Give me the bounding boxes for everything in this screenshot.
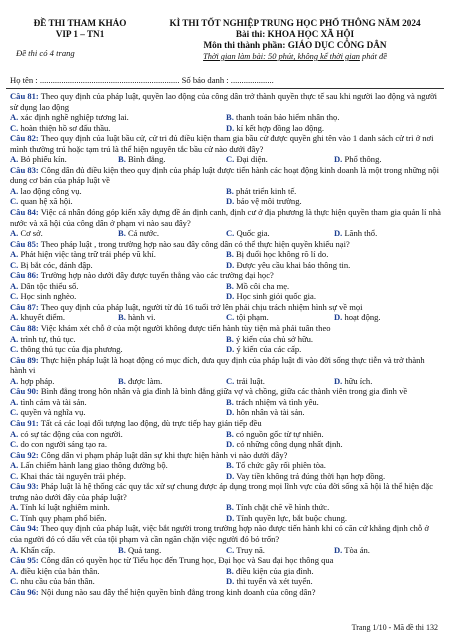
option-key: A. (10, 312, 19, 323)
answer-option (10, 186, 226, 197)
question-text: Theo quy định của pháp luật, việc bắt người trong trường hợp nào được tiến hành khi có căn cứ khẳng định chỗ ở của người đó có dấu vết của tội phạm và cần ngăn chặn việc người đó bỏ trốn? (10, 523, 429, 544)
question-text: Bình đẳng trong hôn nhân và gia đình là bình đẳng giữa vợ và chồng, giữa các thành viên trong gia đình về (38, 386, 408, 397)
option-text: Bình đẳng. (125, 154, 166, 165)
question-text: Nội dung nào sau đây thể hiện quyền bình đẳng trong kinh doanh của công dân? (38, 586, 316, 597)
option-text: điều kiện của gia đình. (233, 565, 314, 576)
question-list (10, 91, 442, 597)
option-text: Tính kỉ luật nghiêm minh. (18, 502, 110, 513)
question-item (10, 91, 442, 133)
options-row (10, 186, 442, 197)
option-text: quyền và nghĩa vụ. (18, 407, 86, 418)
option-key: B. (226, 565, 234, 576)
question-stem (10, 386, 442, 397)
question-item (10, 323, 442, 355)
option-key: C. (10, 576, 19, 587)
question-item (10, 450, 442, 482)
option-text: xác định nghề nghiệp tương lai. (18, 112, 129, 123)
option-key: B. (118, 312, 126, 323)
question-text: Theo quy định của pháp luật, quyền lao động của công dân trở thành quyền thực tế sau khi người lao động và người sử dụng lao động (10, 91, 438, 112)
answer-option (10, 429, 226, 440)
question-number: Câu 85: (10, 238, 39, 249)
answer-option (10, 344, 226, 355)
option-text: trình tự, thủ tục. (18, 333, 76, 344)
option-key: B. (118, 375, 126, 386)
option-key: C. (226, 154, 235, 165)
option-text: Học sinh nghèo. (18, 291, 77, 302)
question-item (10, 418, 442, 450)
option-key: A. (10, 428, 19, 439)
question-number: Câu 82: (10, 133, 39, 144)
question-text: Pháp luật là hệ thống các quy tắc xử sự chung được áp dụng trong mọi lĩnh vực của đời sống xã hội là thể hiện đặc trưng nào dưới đây của pháp luật? (10, 481, 434, 502)
question-stem (10, 323, 442, 334)
option-text: ý kiến của chủ sở hữu. (233, 333, 314, 344)
answer-option (226, 397, 442, 408)
option-key: D. (226, 439, 235, 450)
question-stem (10, 418, 442, 429)
question-number: Câu 94: (10, 523, 39, 534)
question-stem (10, 239, 442, 250)
option-key: A. (10, 333, 19, 344)
option-key: D. (226, 259, 235, 270)
answer-option (226, 281, 442, 292)
question-text: Trường hợp nào dưới đây được tuyển thẳng vào các trường đại học? (38, 270, 274, 281)
question-item (10, 133, 442, 165)
header-right (150, 18, 440, 62)
option-text: Khai thác tài nguyên trái phép. (18, 470, 126, 481)
options-row (10, 196, 442, 207)
answer-option (226, 186, 442, 197)
question-text: Theo pháp luật , trong trường hợp nào sau đây công dân có thể thực hiện quyền khiếu nại? (38, 238, 350, 249)
question-stem (10, 133, 442, 154)
answer-option (226, 429, 442, 440)
question-item (10, 270, 442, 302)
option-key: C. (10, 344, 19, 355)
option-key: C. (10, 291, 19, 302)
option-key: C. (226, 375, 235, 386)
option-key: A. (10, 228, 19, 239)
question-number: Câu 95: (10, 555, 39, 566)
option-key: B. (118, 544, 126, 555)
answer-option (334, 312, 442, 323)
option-text: Được yêu cầu khai báo thông tin. (234, 259, 351, 270)
options-row (10, 249, 442, 260)
answer-option (118, 545, 226, 556)
question-text: Việc khám xét chỗ ở của một người không được tiến hành tùy tiện mà phải tuân theo (38, 323, 331, 334)
question-item (10, 239, 442, 271)
option-text: Cả nước. (125, 228, 159, 239)
answer-option (10, 281, 226, 292)
option-key: B. (226, 460, 234, 471)
options-row (10, 545, 442, 556)
answer-option (226, 334, 442, 345)
answer-option (10, 154, 118, 165)
answer-option (10, 123, 226, 134)
options-row (10, 123, 442, 134)
option-key: D. (334, 228, 343, 239)
question-item (10, 165, 442, 207)
answer-option (334, 154, 442, 165)
question-number: Câu 84: (10, 207, 39, 218)
options-row (10, 260, 442, 271)
option-text: tình cảm và tài sản. (18, 396, 87, 407)
option-text: hành vi. (125, 312, 156, 323)
option-text: có những công dụng nhất định. (234, 439, 343, 450)
option-text: tội phạm. (234, 312, 269, 323)
question-item (10, 523, 442, 555)
option-key: D. (226, 344, 235, 355)
answer-option (334, 545, 442, 556)
answer-option (10, 112, 226, 123)
option-key: B. (226, 112, 234, 123)
answer-option (10, 471, 226, 482)
answer-option (226, 566, 442, 577)
question-stem (10, 523, 442, 544)
option-text: hôn nhân và tài sản. (234, 407, 305, 418)
option-key: D. (334, 544, 343, 555)
answer-option (10, 228, 118, 239)
option-key: C. (10, 470, 19, 481)
answer-option (10, 460, 226, 471)
option-text: thanh toán bảo hiểm nhân thọ. (233, 112, 340, 123)
option-key: D. (226, 512, 235, 523)
question-item (10, 481, 442, 523)
answer-option (118, 376, 226, 387)
exam-title: KÌ THI TỐT NGHIỆP TRUNG HỌC PHỔ THÔNG NĂM 2024 (169, 18, 421, 28)
option-text: quan hệ xã hội. (18, 196, 73, 207)
answer-option (226, 576, 442, 587)
answer-option (226, 154, 334, 165)
option-text: Tính quyền lực, bắt buộc chung. (234, 512, 348, 523)
options-row (10, 228, 442, 239)
answer-option (118, 312, 226, 323)
page-footer: Trang 1/10 - Mã đề thi 132 (351, 623, 438, 632)
option-text: thông thủ tục của địa phương. (18, 344, 123, 355)
options-row (10, 407, 442, 418)
option-text: Lãnh thổ. (342, 228, 378, 239)
option-text: có sự tác động của con người. (18, 428, 123, 439)
question-stem (10, 270, 442, 281)
option-text: điều kiện của bản thân. (18, 565, 100, 576)
answer-option (226, 460, 442, 471)
answer-option (10, 513, 226, 524)
option-key: A. (10, 249, 19, 260)
answer-option (118, 228, 226, 239)
option-key: D. (226, 576, 235, 587)
question-item (10, 355, 442, 387)
option-key: A. (10, 375, 19, 386)
option-text: Dân tộc thiểu số. (18, 280, 79, 291)
option-key: D. (334, 312, 343, 323)
answer-option (226, 249, 442, 260)
options-row (10, 291, 442, 302)
question-stem (10, 207, 442, 228)
answer-option (10, 291, 226, 302)
option-key: C. (226, 312, 235, 323)
time-limit: Thời gian làm bài: 50 phút, không kể thời gian phát đề (203, 52, 387, 61)
answer-option (226, 471, 442, 482)
option-key: A. (10, 280, 19, 291)
option-key: B. (226, 333, 234, 344)
question-number: Câu 92: (10, 449, 39, 460)
answer-option (10, 545, 118, 556)
answer-option (226, 123, 442, 134)
option-key: A. (10, 112, 19, 123)
option-text: Mồ côi cha mẹ. (233, 280, 290, 291)
exam-component: Môn thi thành phần: GIÁO DỤC CÔNG DÂN (203, 40, 387, 50)
option-key: C. (10, 196, 19, 207)
option-text: Lấn chiếm hành lang giao thông đường bộ. (18, 460, 168, 471)
option-text: Bỏ phiếu kín. (18, 154, 67, 165)
question-text: Công dân có quyền học từ Tiểu học đến Trung học, Đại học và Sau đại học thông qua (38, 555, 334, 566)
option-text: Tính chặt chẽ về hình thức. (233, 502, 330, 513)
question-text: Theo quy định của luật bầu cử, cử tri đủ điều kiện tham gia bầu cử được quyền ghi tên vào 1 danh sách cử tri ở nơi mình thường trú hoặc tạm trú là thể hiện nguyên tắc bầu cử nào dưới đây? (10, 133, 434, 154)
option-key: A. (10, 544, 19, 555)
answer-option (10, 566, 226, 577)
option-text: Khẩn cấp. (18, 544, 56, 555)
answer-option (10, 407, 226, 418)
answer-option (226, 112, 442, 123)
options-row (10, 154, 442, 165)
answer-option (226, 376, 334, 387)
option-key: B. (118, 228, 126, 239)
question-text: Công dân đủ điều kiện theo quy định của pháp luật được tiến hành các hoạt động kinh doanh là một trong những nội dung cơ bản của pháp luật về (10, 164, 439, 186)
question-stem (10, 91, 442, 112)
answer-option (334, 376, 442, 387)
question-number: Câu 90: (10, 386, 39, 397)
answer-option (226, 407, 442, 418)
option-key: C. (10, 407, 19, 418)
answer-option (10, 196, 226, 207)
option-key: A. (10, 460, 19, 471)
option-key: D. (226, 407, 235, 418)
question-number: Câu 81: (10, 91, 39, 101)
option-key: B. (226, 185, 234, 196)
question-stem (10, 450, 442, 461)
option-key: D. (226, 291, 235, 302)
options-row (10, 513, 442, 524)
options-row (10, 576, 442, 587)
option-key: D. (334, 375, 343, 386)
answer-option (226, 260, 442, 271)
option-text: Quốc gia. (234, 228, 270, 239)
option-text: trái luật. (234, 375, 265, 386)
question-number: Câu 91: (10, 417, 39, 428)
answer-option (334, 228, 442, 239)
option-key: C. (226, 228, 235, 239)
options-row (10, 112, 442, 123)
answer-option (10, 376, 118, 387)
option-key: D. (334, 154, 343, 165)
question-stem (10, 165, 442, 186)
option-text: Quả tang. (125, 544, 162, 555)
option-text: Đại diện. (234, 154, 268, 165)
option-text: Học sinh giỏi quốc gia. (234, 291, 316, 302)
options-row (10, 376, 442, 387)
question-number: Câu 87: (10, 301, 39, 312)
answer-option (226, 196, 442, 207)
options-row (10, 429, 442, 440)
question-text: Theo quy định của pháp luật, người từ đủ 16 tuổi trở lên phải chịu trách nhiệm hình sự về mọi (38, 301, 363, 312)
option-text: khuyết điểm. (18, 312, 66, 323)
option-text: ý kiến của các cấp. (234, 344, 302, 355)
option-text: hữu ích. (342, 375, 373, 386)
option-key: B. (226, 428, 234, 439)
option-key: A. (10, 396, 19, 407)
answer-option (10, 397, 226, 408)
question-item (10, 302, 442, 323)
option-text: thi tuyển và xét tuyển. (234, 576, 313, 587)
option-key: A. (10, 154, 19, 165)
answer-option (226, 312, 334, 323)
exam-subject: Bài thi: KHOA HỌC XÃ HỘI (235, 29, 355, 39)
option-key: B. (226, 502, 234, 513)
answer-option (10, 260, 226, 271)
option-text: Phát hiện việc tàng trữ trái phép vũ khí. (18, 249, 156, 260)
options-row (10, 460, 442, 471)
option-key: C. (226, 544, 235, 555)
question-item (10, 207, 442, 239)
options-row (10, 344, 442, 355)
option-text: Bị bắt cóc, đánh đập. (18, 259, 93, 270)
exam-header (0, 18, 450, 74)
answer-option (226, 228, 334, 239)
option-text: Cơ sở. (18, 228, 43, 239)
option-key: C. (10, 512, 19, 523)
option-text: lao động công vụ. (18, 185, 82, 196)
answer-option (10, 502, 226, 513)
answer-option (226, 502, 442, 513)
question-text: Tất cả các loại đối tượng lao động, dù trực tiếp hay gián tiếp đều (38, 417, 262, 428)
question-stem (10, 555, 442, 566)
options-row (10, 566, 442, 577)
question-stem (10, 587, 442, 598)
option-text: phát triển kinh tế. (233, 185, 297, 196)
answer-option (226, 513, 442, 524)
question-text: Việc cá nhân đóng góp kiến xây dựng đề án định canh, định cư ở địa phương là thực hiện quyền tham gia quản lí nhà nước và xã hội của công dân ở phạm vi nào sau đây? (10, 207, 441, 228)
option-key: A. (10, 185, 19, 196)
option-text: Tổ chức gây rối phiên tòa. (233, 460, 326, 471)
answer-option (10, 439, 226, 450)
options-row (10, 397, 442, 408)
option-key: D. (226, 196, 235, 207)
option-key: D. (226, 470, 235, 481)
option-text: Tính quy phạm phổ biến. (18, 512, 107, 523)
option-key: D. (226, 122, 235, 133)
option-text: có nguồn gốc từ tự nhiên. (233, 428, 324, 439)
question-stem (10, 355, 442, 376)
option-key: A. (10, 565, 19, 576)
option-key: C. (10, 259, 19, 270)
question-item (10, 386, 442, 418)
option-text: bảo vệ môi trường. (234, 196, 302, 207)
answer-option (226, 344, 442, 355)
option-text: Phổ thông. (342, 154, 382, 165)
header-left (10, 18, 150, 58)
option-text: Truy nã. (234, 544, 265, 555)
answer-option (10, 576, 226, 587)
option-text: Vay tiền không trả đúng thời hạn hợp đồng. (234, 470, 386, 481)
option-text: nhu cầu của bản thân. (18, 576, 95, 587)
options-row (10, 281, 442, 292)
option-text: hoàn thiện hồ sơ đấu thầu. (18, 122, 111, 133)
answer-option (226, 545, 334, 556)
options-row (10, 502, 442, 513)
option-text: kí kết hợp đồng lao động. (234, 122, 325, 133)
question-number: Câu 86: (10, 270, 39, 281)
options-row (10, 334, 442, 345)
options-row (10, 471, 442, 482)
answer-option (10, 312, 118, 323)
options-row (10, 312, 442, 323)
candidate-info-line: Họ tên : ................................................................. Số báo danh : .................... (10, 75, 274, 85)
question-number: Câu 93: (10, 481, 39, 492)
answer-option (10, 334, 226, 345)
options-row (10, 439, 442, 450)
answer-option (118, 154, 226, 165)
option-key: B. (226, 280, 234, 291)
exam-type-label: ĐỀ THI THAM KHẢO (33, 18, 127, 28)
page-count-note: Đề thi có 4 trang (16, 48, 75, 58)
answer-option (226, 439, 442, 450)
option-key: C. (10, 439, 19, 450)
option-key: B. (226, 249, 234, 260)
question-number: Câu 83: (10, 164, 39, 175)
question-stem (10, 302, 442, 313)
divider (6, 88, 444, 89)
question-item (10, 587, 442, 598)
option-text: được làm. (125, 375, 163, 386)
question-text: Thực hiện pháp luật là hoạt động có mục đích, đưa quy định của pháp luật đi vào đời sống thực tiễn và trở thành hành vi (10, 354, 425, 376)
option-text: trách nhiệm và tình yêu. (233, 396, 319, 407)
answer-option (226, 291, 442, 302)
exam-code-label: VIP 1 – TN1 (55, 29, 105, 39)
option-text: do con người sáng tạo ra. (18, 439, 107, 450)
option-key: A. (10, 502, 19, 513)
option-key: B. (118, 154, 126, 165)
option-text: hoạt động. (342, 312, 381, 323)
answer-option (10, 249, 226, 260)
option-text: hợp pháp. (18, 375, 55, 386)
question-number: Câu 88: (10, 323, 39, 334)
option-key: B. (226, 396, 234, 407)
option-text: Tòa án. (342, 544, 370, 555)
question-stem (10, 481, 442, 502)
question-number: Câu 96: (10, 586, 39, 597)
question-text: Công dân vi phạm pháp luật dân sự khi thực hiện hành vi nào dưới đây? (38, 449, 288, 460)
option-key: C. (10, 122, 19, 133)
question-number: Câu 89: (10, 354, 39, 365)
option-text: Bị đuổi học không rõ lí do. (233, 249, 329, 260)
question-item (10, 555, 442, 587)
